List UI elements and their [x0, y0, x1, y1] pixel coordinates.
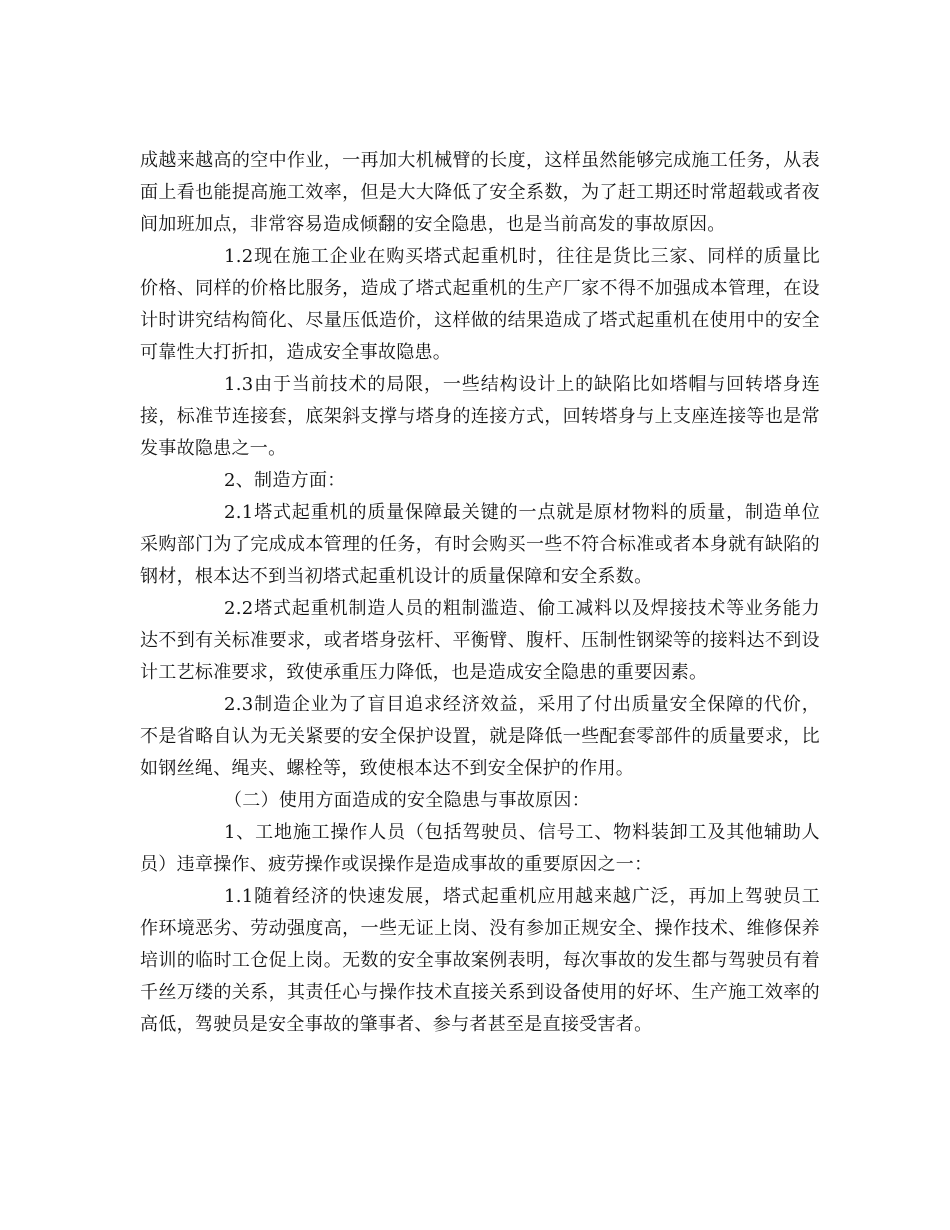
paragraph-2-1: 2.1塔式起重机的质量保障最关键的一点就是原材物料的质量，制造单位采购部门为了完成成本管理的任务，有时会购买一些不符合标准或者本身就有缺陷的钢材，根本达不到当初塔式起重机设计的质量保障和安全系数。 [140, 502, 820, 587]
paragraph-1-2: 1.2现在施工企业在购买塔式起重机时，往往是货比三家、同样的质量比价格、同样的价格比服务，造成了塔式起重机的生产厂家不得不加强成本管理，在设计时讲究结构简化、尽量压低造价，这样做的结果造成了塔式起重机在使用中的安全可靠性大打折扣，造成安全事故隐患。 [140, 246, 820, 363]
paragraph-2-2: 2.2塔式起重机制造人员的粗制滥造、偷工减料以及焊接技术等业务能力达不到有关标准要求，或者塔身弦杆、平衡臂、腹杆、压制性钢梁等的接料达不到设计工艺标准要求，致使承重压力降低，也是造成安全隐患的重要因素。 [140, 598, 820, 683]
paragraph-usage-1: 1、工地施工操作人员（包括驾驶员、信号工、物料装卸工及其他辅助人员）违章操作、疲劳操作或误操作是造成事故的重要原因之一： [140, 822, 820, 875]
paragraph-usage-1-1: 1.1随着经济的快速发展，塔式起重机应用越来越广泛，再加上驾驶员工作环境恶劣、劳动强度高，一些无证上岗、没有参加正规安全、操作技术、维修保养培训的临时工仓促上岗。无数的安全事故案例表明，每次事故的发生都与驾驶员有着千丝万缕的关系，其责任心与操作技术直接关系到设备使用的好坏、生产施工效率的高低，驾驶员是安全事故的肇事者、参与者甚至是直接受害者。 [140, 886, 820, 1035]
paragraph-2-3: 2.3制造企业为了盲目追求经济效益，采用了付出质量安全保障的代价，不是省略自认为无关紧要的安全保护设置，就是降低一些配套零部件的质量要求，比如钢丝绳、绳夹、螺栓等，致使根本达不到安全保护的作用。 [140, 694, 820, 779]
document-body [140, 145, 820, 1041]
paragraph-continued: 成越来越高的空中作业，一再加大机械臂的长度，这样虽然能够完成施工任务，从表面上看也能提高施工效率，但是大大降低了安全系数，为了赶工期还时常超载或者夜间加班加点，非常容易造成倾翻的安全隐患，也是当前高发的事故原因。 [140, 150, 820, 235]
paragraph-1-3: 1.3由于当前技术的局限，一些结构设计上的缺陷比如塔帽与回转塔身连接，标准节连接套，底架斜支撑与塔身的连接方式，回转塔身与上支座连接等也是常发事故隐患之一。 [140, 374, 820, 459]
section-heading-manufacturing: 2、制造方面： [224, 470, 346, 491]
section-heading-usage: （二）使用方面造成的安全隐患与事故原因： [224, 790, 590, 811]
